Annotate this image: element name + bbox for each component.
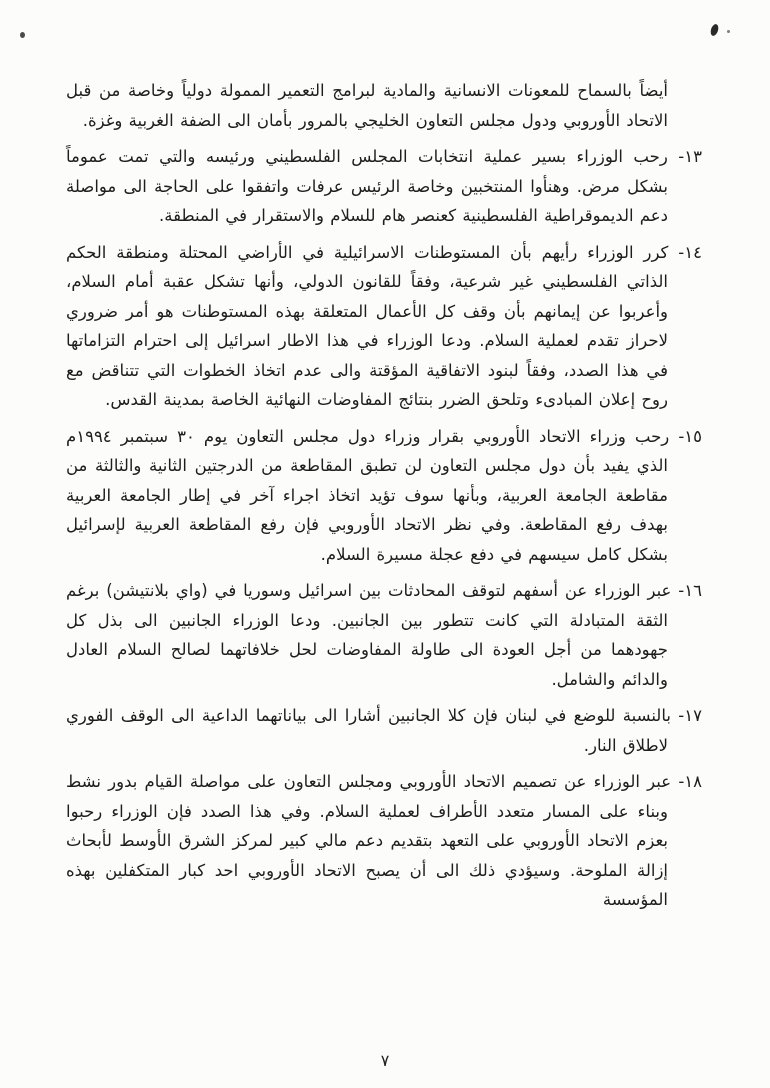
- item-number: ١٧-: [678, 706, 702, 725]
- paragraph-item-18: [66, 767, 702, 915]
- paragraph-continuation: [66, 76, 702, 135]
- scan-artifact: [709, 23, 719, 37]
- paragraph-item-14: [66, 238, 702, 415]
- paragraph-text: كرر الوزراء رأيهم بأن المستوطنات الاسرائيلية في الأراضي المحتلة ومنطقة الحكم الذاتي الفلسطيني غير شرعية، وفقاً للقانون الدولي، وأنها تشكل عقبة أمام السلام، وأعربوا عن إيمانهم بأن وقف كل الأعمال المتعلقة بهذه المستوطنات هو أمر ضروري لاحراز تقدم لعملية السلام. ودعا الوزراء في هذا الاطار اسرائيل إلى احترام التزاماتها في هذا الصدد، وفقاً لبنود الاتفاقية المؤقتة والى عدم اتخاذ الخطوات التي تتناقض مع روح إعلان المبادىء وتلحق الضرر بنتائج المفاوضات النهائية الخاصة بمدينة القدس.: [66, 242, 669, 409]
- item-number: ١٣-: [678, 147, 702, 166]
- item-number: ١٤-: [678, 242, 702, 262]
- paragraph-text: رحب الوزراء بسير عملية انتخابات المجلس الفلسطيني ورئيسه والتي تمت عموماً بشكل مرض. وهنأوا المنتخبين وخاصة الرئيس عرفات واتفقوا على الحاجة الى مواصلة دعم الديموقراطية الفلسطينية كعنصر هام للسلام والاستقرار في المنطقة.: [66, 147, 668, 225]
- scan-artifact: [20, 32, 25, 38]
- page-number: ٧: [380, 1051, 390, 1070]
- paragraph-text: عبر الوزراء عن أسفهم لتوقف المحادثات بين اسرائيل وسوريا في (واي بلانتيشن) برغم الثقة المتبادلة التي كانت تتطور بين الجانبين. ودعا الوزراء الجانبين الى بذل كل جهودهما من أجل العودة الى طاولة المفاوضات لحل خلافاتهما لصالح السلام العادل والدائم والشامل.: [66, 581, 672, 689]
- paragraph-text: بالنسبة للوضع في لبنان فإن كلا الجانبين أشارا الى بياناتهما الداعية الى الوقف الفوري لاطلاق النار.: [66, 706, 671, 755]
- paragraph-text: رحب وزراء الاتحاد الأوروبي بقرار وزراء دول مجلس التعاون يوم ٣٠ سبتمبر ١٩٩٤م الذي يفيد بأن دول مجلس التعاون لن تطبق المقاطعة من الدرجتين الثانية والثالثة من مقاطعة الجامعة العربية، وبأنها سوف تؤيد اتخاذ اجراء آخر في إطار الجامعة العربية بهدف رفع المقاطعة. وفي نظر الاتحاد الأوروبي فإن رفع المقاطعة العربية لإسرائيل بشكل كامل سيسهم في دفع عجلة مسيرة السلام.: [66, 426, 670, 564]
- item-number: ١٥-: [678, 426, 703, 446]
- paragraph-item-17: [66, 701, 702, 760]
- paragraph-text: عبر الوزراء عن تصميم الاتحاد الأوروبي ومجلس التعاون على مواصلة القيام بدور نشط وبناء على المسار متعدد الأطراف لعملية السلام. وفي هذا الصدد فإن الوزراء رحبوا بعزم الاتحاد الأوروبي على التعهد بتقديم دعم مالي كبير لمركز الشرق الأوسط لأبحاث إزالة الملوحة. وسيؤدي ذلك الى أن يصبح الاتحاد الأوروبي احد كبار المتكفلين بهذه المؤسسة: [66, 772, 672, 909]
- scan-artifact: [727, 30, 730, 33]
- paragraph-item-16: [66, 576, 702, 694]
- paragraph-item-15: [66, 422, 702, 570]
- item-number: ١٦-: [678, 581, 702, 600]
- text-block: [66, 76, 702, 922]
- paragraph-item-13: [66, 142, 702, 231]
- item-number: ١٨-: [678, 772, 703, 791]
- paragraph-text: أيضاً بالسماح للمعونات الانسانية والمادية لبرامج التعمير الممولة دولياً وخاصة من قبل الاتحاد الأوروبي ودول مجلس التعاون الخليجي بالمرور بأمان الى الضفة الغربية وغزة.: [66, 81, 668, 130]
